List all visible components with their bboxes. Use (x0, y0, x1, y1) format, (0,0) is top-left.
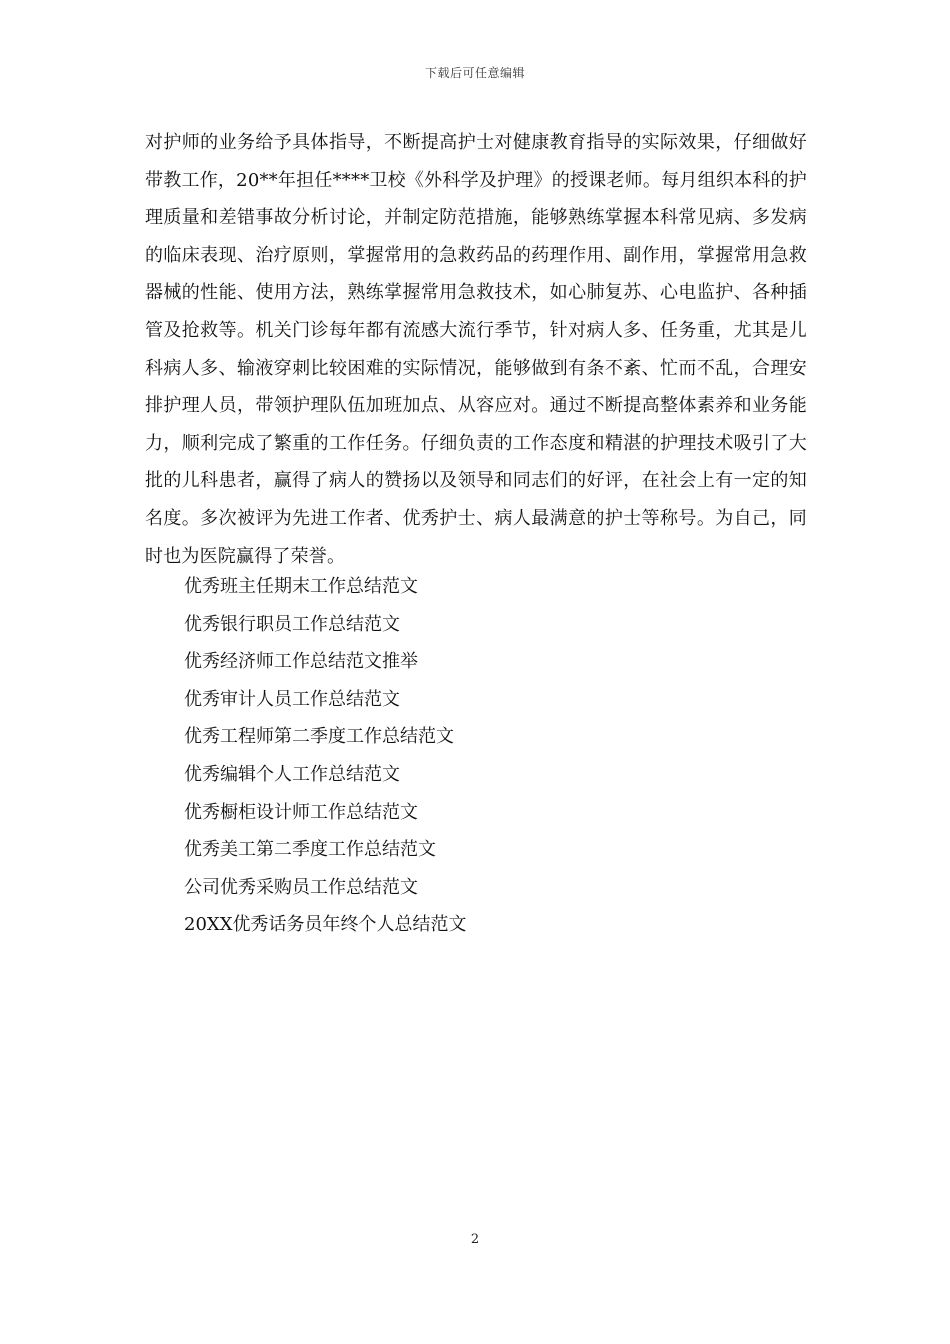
related-articles-list (184, 568, 804, 944)
related-article-link[interactable]: 优秀班主任期末工作总结范文 (184, 576, 418, 597)
page-header: 下载后可任意编辑 (424, 66, 525, 80)
related-article-link[interactable]: 20XX优秀话务员年终个人总结范文 (184, 914, 467, 936)
related-article-link[interactable]: 优秀编辑个人工作总结范文 (184, 763, 400, 785)
related-article-link[interactable]: 优秀审计人员工作总结范文 (184, 688, 400, 710)
page-number: 2 (470, 1232, 480, 1247)
related-article-link[interactable]: 优秀经济师工作总结范文推举 (184, 651, 418, 673)
related-article-link[interactable]: 优秀工程师第二季度工作总结范文 (184, 726, 454, 748)
related-article-link[interactable]: 优秀银行职员工作总结范文 (184, 613, 400, 635)
related-article-link[interactable]: 优秀美工第二季度工作总结范文 (184, 839, 436, 861)
main-paragraph-block (145, 124, 807, 575)
related-article-link[interactable]: 优秀橱柜设计师工作总结范文 (184, 801, 418, 823)
body-paragraph: 对护师的业务给予具体指导，不断提高护士对健康教育指导的实际效果，仔细做好带教工作，20**年担任****卫校《外科学及护理》的授课老师。每月组织本科的护理质量和差错事故分析讨论，并制定防范措施，能够熟练掌握本科常见病、多发病的临床表现、治疗原则，掌握常用的急救药品的药理作用、副作用，掌握常用急救器械的性能、使用方法，熟练掌握常用急救技术，如心肺复苏、心电监护、各种插管及抢救等。机关门诊每年都有流感大流行季节，针对病人多、任务重，尤其是儿科病人多、输液穿刺比较困难的实际情况，能够做到有条不紊、忙而不乱，合理安排护理人员，带领护理队伍加班加点、从容应对。通过不断提高整体素养和业务能力，顺利完成了繁重的工作任务。仔细负责的工作态度和精湛的护理技术吸引了大批的儿科患者，赢得了病人的赞扬以及领导和同志们的好评，在社会上有一定的知名度。多次被评为先进工作者、优秀护士、病人最满意的护士等称号。为自己，同时也为医院赢得了荣誉。 (145, 132, 807, 567)
related-article-link[interactable]: 公司优秀采购员工作总结范文 (184, 876, 418, 898)
